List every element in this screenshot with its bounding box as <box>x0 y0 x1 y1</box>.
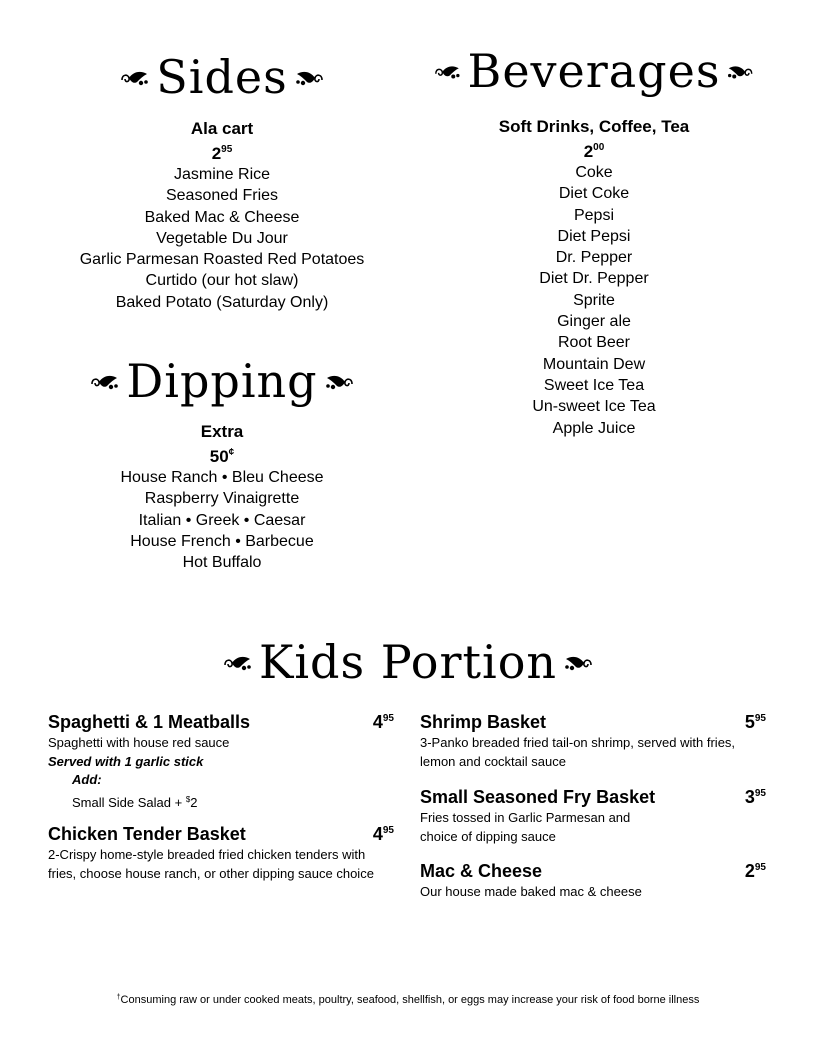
dipping-price: 50¢ <box>209 447 235 466</box>
item-description: Our house made baked mac & cheese <box>420 884 642 899</box>
sides-price: $2^{95}$ <box>211 144 233 163</box>
item-name: Spaghetti & 1 Meatballs <box>48 712 251 732</box>
item-price: $4^{95}$ <box>372 712 394 732</box>
list-item: Baked Potato (Saturday Only) <box>115 293 329 311</box>
left-flourish-icon <box>90 370 120 392</box>
list-item: Diet Pepsi <box>557 227 631 245</box>
beverages-list <box>434 162 754 439</box>
dipping-list <box>62 467 382 573</box>
sides-subtitle: Ala cart <box>190 119 254 138</box>
list-item: Diet Coke <box>558 185 630 203</box>
list-item: Baked Mac & Cheese <box>144 208 300 226</box>
beverages-price: $2^{00}$ <box>583 142 605 161</box>
dipping-title: Dipping <box>126 354 318 408</box>
list-item: Diet Dr. Pepper <box>539 270 649 288</box>
item-name: Small Seasoned Fry Basket <box>420 787 656 807</box>
left-flourish-icon <box>434 60 462 82</box>
item-description: 2-Crispy home-style breaded fried chicken tenders with fries, choose house ranch, or other dipping sauce choice <box>48 847 374 881</box>
list-item: Jasmine Rice <box>173 166 271 183</box>
add-on-text: Small Side Salad + $2 <box>72 794 198 810</box>
kids-menu-item <box>420 857 766 902</box>
dipping-subtitle: Extra <box>200 422 244 441</box>
item-name: Mac & Cheese <box>420 861 543 881</box>
list-item: Curtido (our hot slaw) <box>145 272 299 290</box>
list-item: Coke <box>575 164 613 181</box>
list-item: Raspberry Vinaigrette <box>144 490 300 508</box>
beverages-subtitle: Soft Drinks, Coffee, Tea <box>498 117 690 136</box>
item-note: Served with 1 garlic stick <box>48 753 204 769</box>
kids-heading <box>208 634 608 690</box>
kids-menu-item <box>48 820 394 883</box>
left-flourish-icon <box>223 651 253 673</box>
list-item: Ginger ale <box>557 313 631 331</box>
item-price: $2^{95}$ <box>744 861 766 881</box>
list-item: House French • Barbecue <box>130 532 314 550</box>
item-name: Chicken Tender Basket <box>48 824 246 844</box>
list-item: Seasoned Fries <box>165 187 279 205</box>
item-name: Shrimp Basket <box>420 712 547 732</box>
sides-list <box>62 164 382 313</box>
food-safety-disclaimer <box>0 994 816 1006</box>
footnote-mark: † <box>116 994 121 1001</box>
list-item: House Ranch • Bleu Cheese <box>120 469 324 486</box>
item-price: $5^{95}$ <box>744 712 766 732</box>
add-on-label: Add: <box>72 772 102 787</box>
item-description: Fries tossed in Garlic Parmesan and choice of dipping sauce <box>420 810 631 844</box>
list-item: Pepsi <box>573 206 615 224</box>
beverages-section <box>434 116 754 439</box>
kids-menu-item <box>420 708 766 771</box>
list-item: Sprite <box>573 291 615 309</box>
right-flourish-icon <box>563 651 593 673</box>
list-item: Sweet Ice Tea <box>543 376 645 394</box>
item-description: 3-Panko breaded fried tail-on shrimp, served with fries, lemon and cocktail sauce <box>420 735 736 769</box>
left-flourish-icon <box>120 66 150 88</box>
right-flourish-icon <box>324 370 354 392</box>
beverages-title: Beverages <box>467 44 721 98</box>
beverages-heading <box>434 46 754 96</box>
list-item: Dr. Pepper <box>555 249 633 267</box>
right-flourish-icon <box>726 60 754 82</box>
list-item: Apple Juice <box>552 419 636 437</box>
item-price: $4^{95}$ <box>372 824 394 844</box>
right-flourish-icon <box>294 66 324 88</box>
kids-menu-item <box>420 783 766 846</box>
sides-section <box>62 118 382 313</box>
item-description: Spaghetti with house red sauce <box>48 735 230 750</box>
list-item: Un-sweet Ice Tea <box>532 398 656 416</box>
disclaimer-text: Consuming raw or under cooked meats, poultry, seafood, shellfish, or eggs may increase your risk of food borne illness <box>120 994 700 1006</box>
list-item: Hot Buffalo <box>182 554 262 572</box>
dipping-section <box>62 421 382 573</box>
sides-title: Sides <box>156 50 288 104</box>
kids-menu-item <box>48 708 394 813</box>
item-price: $3^{95}$ <box>744 787 766 807</box>
dipping-heading <box>62 356 382 406</box>
kids-title: Kids Portion <box>258 635 558 689</box>
list-item: Vegetable Du Jour <box>156 229 288 247</box>
list-item: Italian • Greek • Caesar <box>138 511 306 529</box>
list-item: Root Beer <box>557 334 631 352</box>
list-item: Mountain Dew <box>542 355 646 373</box>
sides-heading <box>62 52 382 102</box>
list-item: Garlic Parmesan Roasted Red Potatoes <box>79 251 365 269</box>
